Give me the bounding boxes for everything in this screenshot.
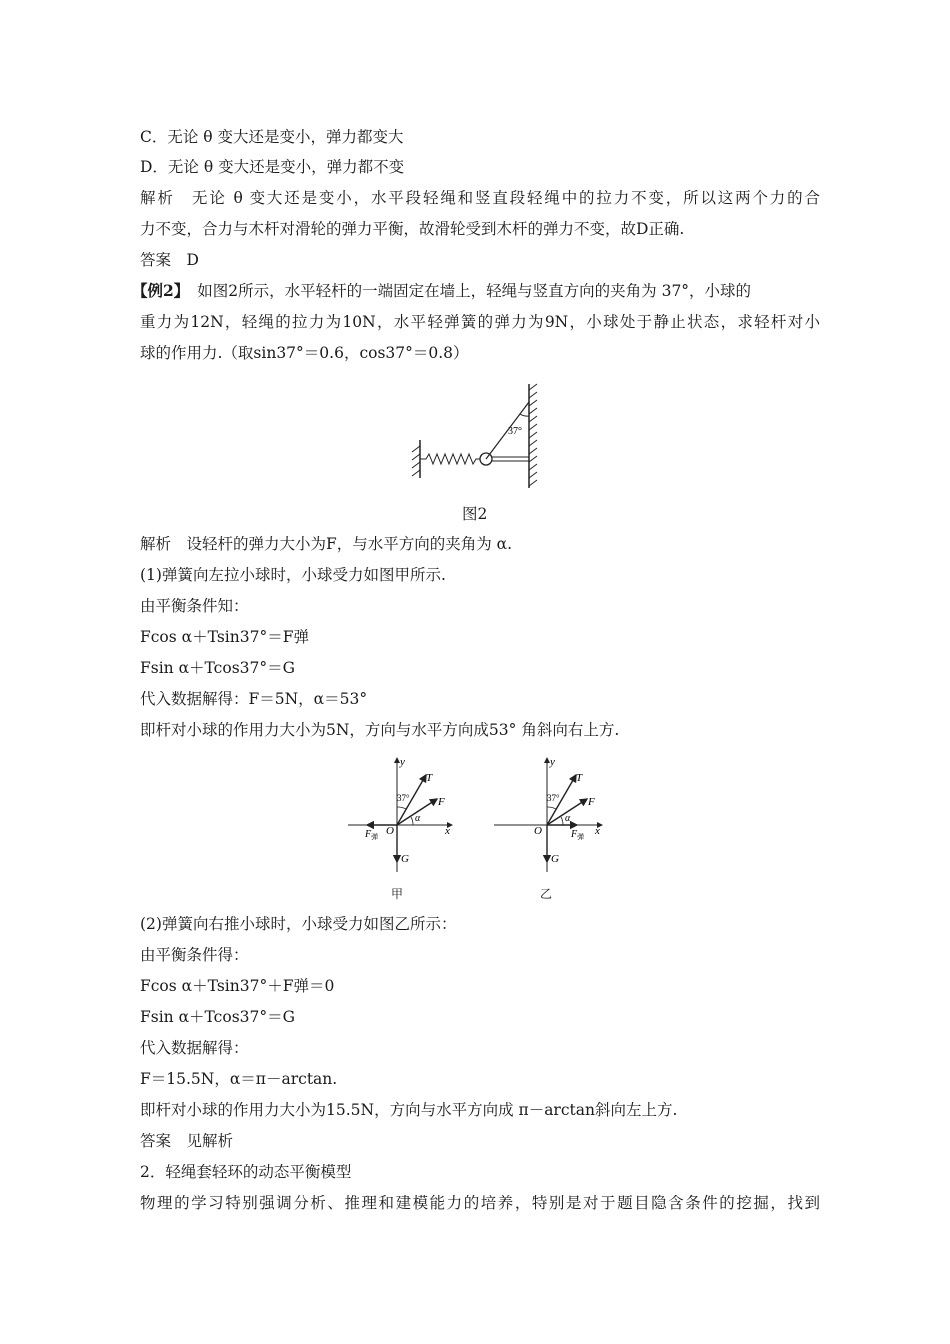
analysis-line-1: 解析 无论 θ 变大还是变小，水平段轻绳和竖直段轻绳中的拉力不变，所以这两个力的合: [140, 189, 820, 207]
option-d: D．无论 θ 变大还是变小，弹力都不变: [140, 158, 405, 176]
force-diagram-a: [348, 756, 452, 872]
spring-force-label-b: $F_弹$: [571, 829, 585, 841]
gravity-label-b: G: [551, 853, 559, 865]
answer-2: 答案 见解析: [140, 1132, 234, 1150]
case-1-heading: (1)弹簧向左拉小球时，小球受力如图甲所示.: [140, 566, 446, 584]
example-2-line-1: [132, 280, 820, 302]
force-diagram-b: [494, 756, 602, 872]
equation-2: Fsin α＋Tcos37°＝G: [140, 659, 296, 677]
option-c: C．无论 θ 变大还是变小，弹力都变大: [140, 128, 404, 146]
example-tag: 【例2】: [132, 281, 190, 300]
force-diagrams: [340, 752, 610, 882]
equilibrium-condition-1: 由平衡条件知：: [140, 597, 249, 615]
diagram-b-caption: 乙: [540, 887, 553, 901]
angle-37-label-b: 37°: [547, 793, 560, 803]
equation-1: Fcos α＋Tsin37°＝F弹: [140, 628, 309, 646]
angle-37-label-a: 37°: [397, 793, 410, 803]
section-heading-2: 2．轻绳套轻环的动态平衡模型: [140, 1163, 352, 1181]
figure-2-diagram: [408, 380, 548, 492]
equation-4: Fsin α＋Tcos37°＝G: [140, 1008, 296, 1026]
substitution-2: 代入数据解得：: [140, 1039, 249, 1057]
case-2-heading: (2)弹簧向右推小球时，小球受力如图乙所示：: [140, 915, 457, 933]
result-2: F＝15.5N，α＝π－arctan.: [140, 1070, 338, 1088]
rod-force-label-b: F: [588, 796, 595, 808]
answer-1: 答案 D: [140, 251, 199, 269]
origin-label-b: O: [534, 825, 542, 837]
example-text: 如图2所示，水平轻杆的一端固定在墙上，轻绳与竖直方向的夹角为 37°，小球的: [197, 282, 752, 300]
y-axis-label-a: y: [400, 756, 405, 768]
y-axis-label-b: y: [550, 756, 555, 768]
example-2-line-3: 球的作用力.（取sin37°＝0.6，cos37°＝0.8）: [140, 344, 469, 362]
analysis-line-2: 力不变，合力与木杆对滑轮的弹力平衡，故滑轮受到木杆的弹力不变，故D正确.: [140, 220, 685, 238]
rod-force-label-a: F: [438, 796, 445, 808]
alpha-label-a: α: [415, 813, 421, 824]
conclusion-1: 即杆对小球的作用力大小为5N，方向与水平方向成53° 角斜向右上方.: [140, 721, 620, 739]
section-body-line: 物理的学习特别强调分析、推理和建模能力的培养，特别是对于题目隐含条件的挖掘，找到: [140, 1194, 820, 1212]
figure-2-caption: 图2: [462, 505, 488, 523]
figure-2-angle-label: 37°: [508, 426, 522, 437]
gravity-label-a: G: [401, 853, 409, 865]
x-axis-label-a: x: [445, 825, 450, 837]
diagram-a-caption: 甲: [391, 887, 404, 901]
origin-label-a: O: [386, 825, 394, 837]
alpha-label-b: α: [565, 813, 571, 824]
spring-force-label-a: $F_弹$: [365, 829, 379, 841]
equilibrium-condition-2: 由平衡条件得：: [140, 946, 249, 964]
solution-intro: 解析 设轻杆的弹力大小为F，与水平方向的夹角为 α.: [140, 535, 513, 553]
result-1: 代入数据解得：F＝5N，α＝53°: [140, 690, 368, 708]
conclusion-2: 即杆对小球的作用力大小为15.5N，方向与水平方向成 π－arctan斜向左上方.: [140, 1101, 678, 1119]
tension-label-a: T: [426, 772, 433, 784]
equation-3: Fcos α＋Tsin37°＋F弹＝0: [140, 977, 335, 995]
tension-label-b: T: [576, 772, 583, 784]
x-axis-label-b: x: [595, 825, 600, 837]
example-2-line-2: 重力为12N，轻绳的拉力为10N，水平轻弹簧的弹力为9N，小球处于静止状态，求轻杆对小: [140, 313, 820, 331]
